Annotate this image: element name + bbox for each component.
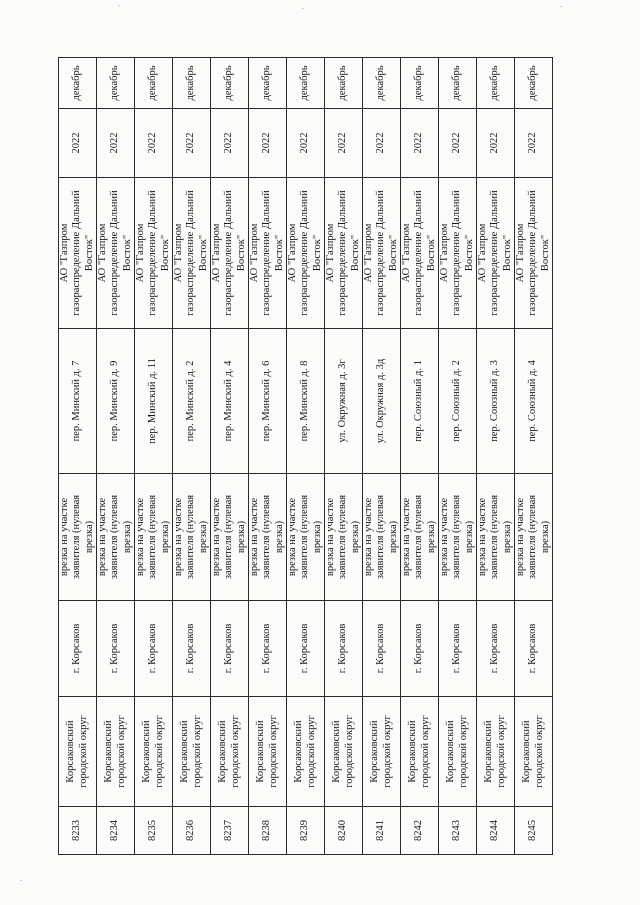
table-row bbox=[401, 58, 439, 855]
settlement: г. Корсаков bbox=[401, 601, 439, 697]
row-number: 8238 bbox=[249, 807, 287, 855]
month: декабрь bbox=[287, 58, 325, 109]
table-row bbox=[211, 58, 249, 855]
work-type: врезка на участке заявителя (нулевая врезка) bbox=[211, 474, 249, 601]
year: 2022 bbox=[59, 109, 97, 178]
year: 2022 bbox=[173, 109, 211, 178]
settlement: г. Корсаков bbox=[439, 601, 477, 697]
month: декабрь bbox=[211, 58, 249, 109]
row-number: 8245 bbox=[515, 807, 553, 855]
month: декабрь bbox=[401, 58, 439, 109]
organization: АО "Газпром газораспределение Дальний Восток" bbox=[135, 178, 173, 329]
address: пер. Союзный д. 3 bbox=[477, 329, 515, 474]
month: декабрь bbox=[97, 58, 135, 109]
address: пер. Союзный д. 4 bbox=[515, 329, 553, 474]
month: декабрь bbox=[249, 58, 287, 109]
year: 2022 bbox=[363, 109, 401, 178]
month: декабрь bbox=[363, 58, 401, 109]
work-type: врезка на участке заявителя (нулевая врезка) bbox=[401, 474, 439, 601]
table-body bbox=[59, 58, 553, 855]
address: пер. Минский д. 7 bbox=[59, 329, 97, 474]
table-row bbox=[59, 58, 97, 855]
work-type: врезка на участке заявителя (нулевая врезка) bbox=[249, 474, 287, 601]
gas-connection-table bbox=[58, 57, 553, 855]
organization: АО "Газпром газораспределение Дальний Восток" bbox=[515, 178, 553, 329]
municipal-district: Корсаковский городской округ bbox=[477, 697, 515, 807]
month: декабрь bbox=[515, 58, 553, 109]
year: 2022 bbox=[515, 109, 553, 178]
address: пер. Минский д. 6 bbox=[249, 329, 287, 474]
row-number: 8237 bbox=[211, 807, 249, 855]
table-row bbox=[439, 58, 477, 855]
settlement: г. Корсаков bbox=[325, 601, 363, 697]
year: 2022 bbox=[477, 109, 515, 178]
work-type: врезка на участке заявителя (нулевая врезка) bbox=[173, 474, 211, 601]
organization: АО "Газпром газораспределение Дальний Восток" bbox=[97, 178, 135, 329]
table-row bbox=[325, 58, 363, 855]
row-number: 8234 bbox=[97, 807, 135, 855]
row-number: 8235 bbox=[135, 807, 173, 855]
month: декабрь bbox=[59, 58, 97, 109]
row-number: 8240 bbox=[325, 807, 363, 855]
row-number: 8243 bbox=[439, 807, 477, 855]
organization: АО "Газпром газораспределение Дальний Восток" bbox=[173, 178, 211, 329]
row-number: 8236 bbox=[173, 807, 211, 855]
municipal-district: Корсаковский городской округ bbox=[325, 697, 363, 807]
year: 2022 bbox=[211, 109, 249, 178]
work-type: врезка на участке заявителя (нулевая врезка) bbox=[515, 474, 553, 601]
work-type: врезка на участке заявителя (нулевая врезка) bbox=[325, 474, 363, 601]
address: пер. Минский д. 11 bbox=[135, 329, 173, 474]
organization: АО "Газпром газораспределение Дальний Восток" bbox=[363, 178, 401, 329]
row-number: 8241 bbox=[363, 807, 401, 855]
settlement: г. Корсаков bbox=[287, 601, 325, 697]
organization: АО "Газпром газораспределение Дальний Восток" bbox=[325, 178, 363, 329]
rotated-table-container bbox=[58, 58, 553, 855]
address: пер. Минский д. 9 bbox=[97, 329, 135, 474]
table-row bbox=[173, 58, 211, 855]
settlement: г. Корсаков bbox=[515, 601, 553, 697]
organization: АО "Газпром газораспределение Дальний Восток" bbox=[287, 178, 325, 329]
row-number: 8242 bbox=[401, 807, 439, 855]
organization: АО "Газпром газораспределение Дальний Восток" bbox=[249, 178, 287, 329]
address: ул. Окружная д. 3г bbox=[325, 329, 363, 474]
table-row bbox=[97, 58, 135, 855]
municipal-district: Корсаковский городской округ bbox=[515, 697, 553, 807]
month: декабрь bbox=[477, 58, 515, 109]
table-row bbox=[287, 58, 325, 855]
work-type: врезка на участке заявителя (нулевая врезка) bbox=[439, 474, 477, 601]
table-row bbox=[515, 58, 553, 855]
year: 2022 bbox=[97, 109, 135, 178]
year: 2022 bbox=[401, 109, 439, 178]
table-row bbox=[363, 58, 401, 855]
organization: АО "Газпром газораспределение Дальний Восток" bbox=[401, 178, 439, 329]
scan-speck bbox=[118, 5, 120, 6]
address: пер. Минский д. 2 bbox=[173, 329, 211, 474]
municipal-district: Корсаковский городской округ bbox=[135, 697, 173, 807]
year: 2022 bbox=[249, 109, 287, 178]
month: декабрь bbox=[173, 58, 211, 109]
work-type: врезка на участке заявителя (нулевая врезка) bbox=[477, 474, 515, 601]
address: пер. Минский д. 4 bbox=[211, 329, 249, 474]
municipal-district: Корсаковский городской округ bbox=[287, 697, 325, 807]
settlement: г. Корсаков bbox=[173, 601, 211, 697]
municipal-district: Корсаковский городской округ bbox=[363, 697, 401, 807]
scan-speck bbox=[302, 8, 304, 9]
year: 2022 bbox=[287, 109, 325, 178]
table-row bbox=[477, 58, 515, 855]
organization: АО "Газпром газораспределение Дальний Восток" bbox=[477, 178, 515, 329]
settlement: г. Корсаков bbox=[363, 601, 401, 697]
year: 2022 bbox=[325, 109, 363, 178]
work-type: врезка на участке заявителя (нулевая врезка) bbox=[135, 474, 173, 601]
settlement: г. Корсаков bbox=[59, 601, 97, 697]
address: пер. Минский д. 8 bbox=[287, 329, 325, 474]
municipal-district: Корсаковский городской округ bbox=[249, 697, 287, 807]
municipal-district: Корсаковский городской округ bbox=[173, 697, 211, 807]
row-number: 8244 bbox=[477, 807, 515, 855]
settlement: г. Корсаков bbox=[211, 601, 249, 697]
year: 2022 bbox=[439, 109, 477, 178]
settlement: г. Корсаков bbox=[97, 601, 135, 697]
row-number: 8239 bbox=[287, 807, 325, 855]
municipal-district: Корсаковский городской округ bbox=[97, 697, 135, 807]
address: пер. Союзный д. 1 bbox=[401, 329, 439, 474]
address: пер. Союзный д. 2 bbox=[439, 329, 477, 474]
scan-speck bbox=[560, 6, 562, 7]
table-row bbox=[135, 58, 173, 855]
table-row bbox=[249, 58, 287, 855]
month: декабрь bbox=[135, 58, 173, 109]
month: декабрь bbox=[439, 58, 477, 109]
work-type: врезка на участке заявителя (нулевая врезка) bbox=[97, 474, 135, 601]
scan-speck bbox=[20, 880, 22, 881]
work-type: врезка на участке заявителя (нулевая врезка) bbox=[59, 474, 97, 601]
settlement: г. Корсаков bbox=[135, 601, 173, 697]
organization: АО "Газпром газораспределение Дальний Восток" bbox=[439, 178, 477, 329]
municipal-district: Корсаковский городской округ bbox=[401, 697, 439, 807]
municipal-district: Корсаковский городской округ bbox=[59, 697, 97, 807]
work-type: врезка на участке заявителя (нулевая врезка) bbox=[363, 474, 401, 601]
organization: АО "Газпром газораспределение Дальний Восток" bbox=[211, 178, 249, 329]
municipal-district: Корсаковский городской округ bbox=[439, 697, 477, 807]
work-type: врезка на участке заявителя (нулевая врезка) bbox=[287, 474, 325, 601]
settlement: г. Корсаков bbox=[477, 601, 515, 697]
year: 2022 bbox=[135, 109, 173, 178]
row-number: 8233 bbox=[59, 807, 97, 855]
address: ул. Окружная д. 3д bbox=[363, 329, 401, 474]
municipal-district: Корсаковский городской округ bbox=[211, 697, 249, 807]
settlement: г. Корсаков bbox=[249, 601, 287, 697]
organization: АО "Газпром газораспределение Дальний Восток" bbox=[59, 178, 97, 329]
month: декабрь bbox=[325, 58, 363, 109]
